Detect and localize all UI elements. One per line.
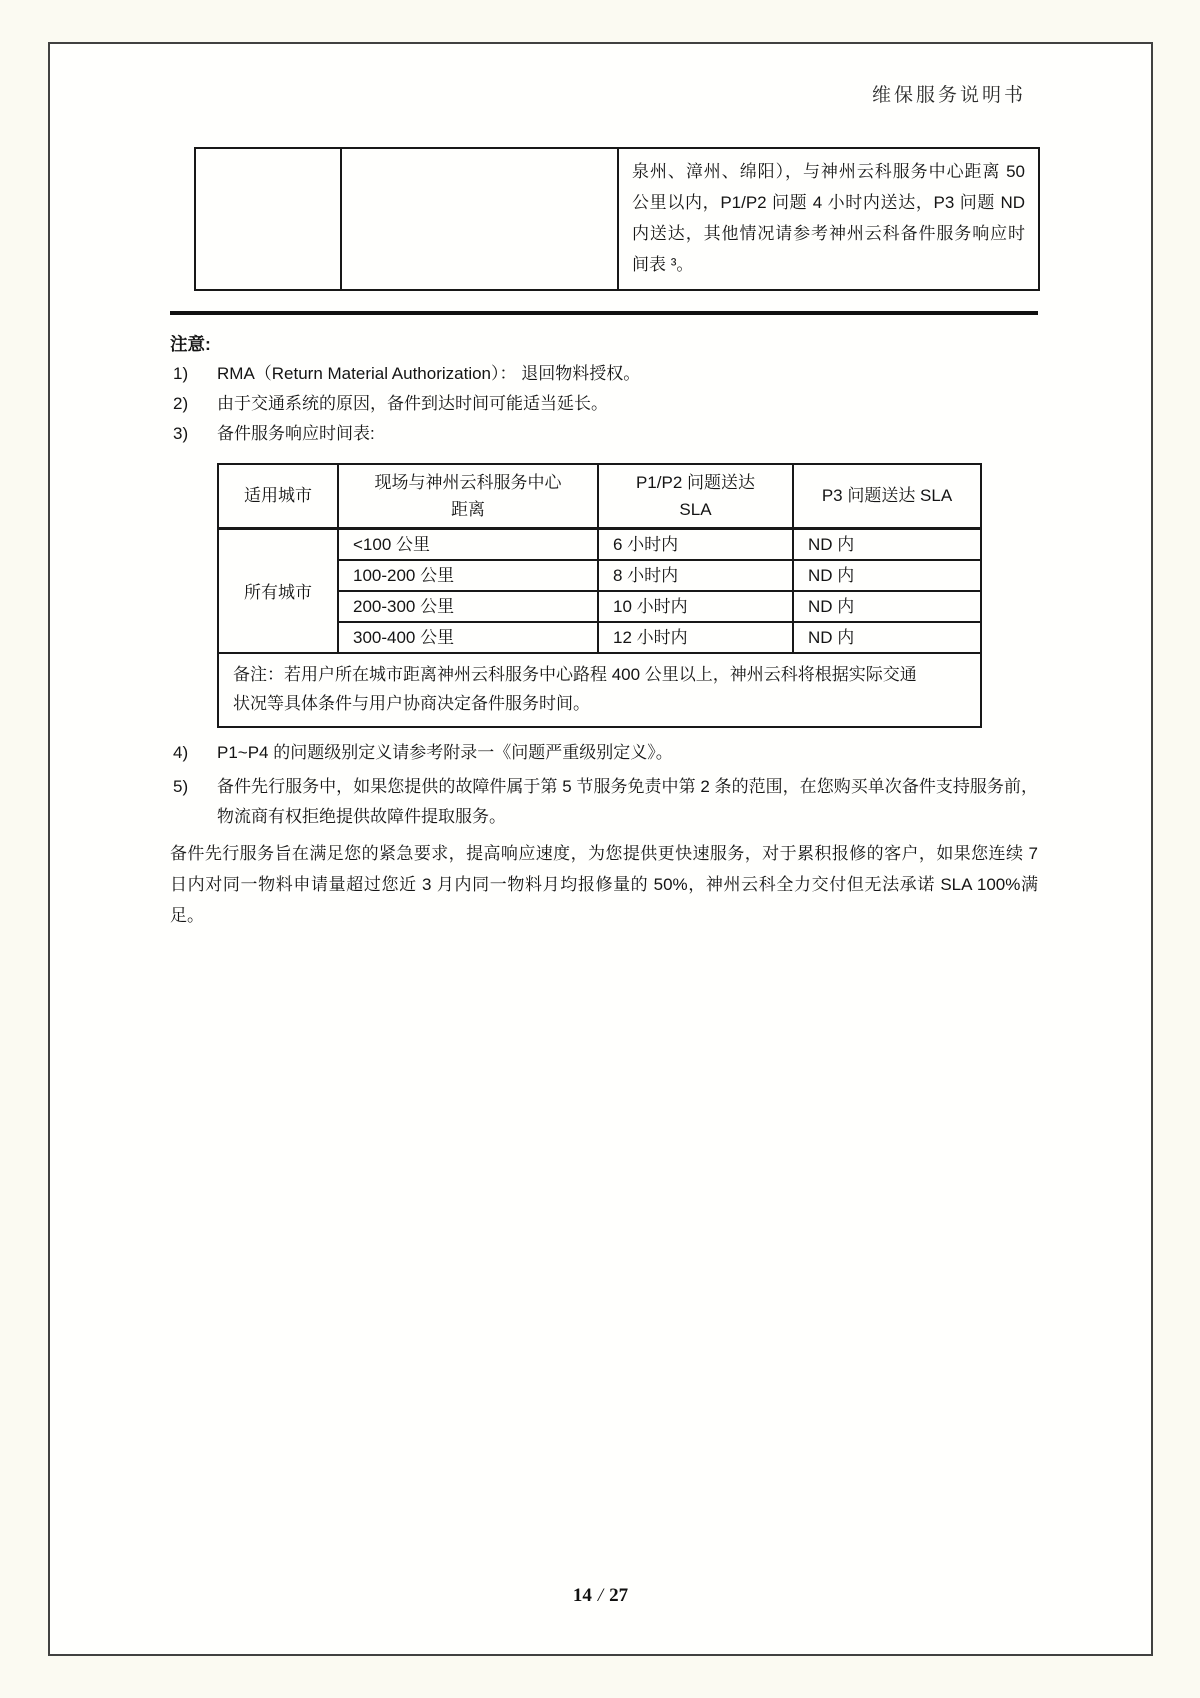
- list-item: [170, 772, 1038, 832]
- p3-sla-cell: ND 内: [793, 591, 981, 622]
- empty-cell: [341, 148, 618, 290]
- list-item: [170, 359, 1038, 389]
- header-applicable-cities: [218, 464, 338, 528]
- continued-service-table: [194, 147, 1040, 291]
- table-note-row: [218, 653, 981, 727]
- table-row: [218, 528, 981, 560]
- list-item-number: 4): [173, 742, 189, 762]
- p3-sla-cell: ND 内: [793, 528, 981, 560]
- list-item: [170, 419, 1038, 449]
- cell-text-line: 泉州、漳州、绵阳），与神州云科服务中心距离 50: [632, 162, 1025, 181]
- note-text-line: 状况等具体条件与用户协商决定备件服务时间。: [233, 693, 590, 713]
- sla-response-table: [217, 463, 982, 728]
- page-total: 27: [609, 1585, 629, 1606]
- page-current: 14: [572, 1585, 592, 1606]
- empty-cell: [195, 148, 341, 290]
- note-text-line: 备注：若用户所在城市距离神州云科服务中心路程 400 公里以上，神州云科将根据实际交通: [233, 664, 917, 684]
- header-text-line: P3 问题送达 SLA: [821, 486, 953, 506]
- header-text-line: P1/P2 问题送达: [635, 472, 756, 492]
- p3-sla-cell: ND 内: [793, 560, 981, 591]
- header-text-line: 距离: [451, 499, 485, 519]
- p1p2-sla-cell: 8 小时内: [598, 560, 793, 591]
- service-detail-cell: [618, 148, 1039, 290]
- horizontal-divider: [170, 311, 1038, 315]
- cell-text-line: 公里以内，P1/P2 问题 4 小时内送达，P3 问题 ND: [632, 193, 1025, 212]
- header-distance: [338, 464, 598, 528]
- distance-cell: <100 公里: [338, 528, 598, 560]
- header-p1p2-sla: [598, 464, 793, 528]
- distance-cell: 100-200 公里: [338, 560, 598, 591]
- cell-text-line: 内送达，其他情况请参考神州云科备件服务响应时: [632, 224, 1025, 243]
- header-text-line: SLA: [679, 499, 712, 519]
- notes-section: [170, 311, 1038, 931]
- list-item-text: 由于交通系统的原因，备件到达时间可能适当延长。: [217, 394, 608, 413]
- list-item-number: 1): [173, 364, 189, 383]
- p1p2-sla-cell: 12 小时内: [598, 622, 793, 653]
- list-item-text: 备件服务响应时间表:: [217, 424, 375, 443]
- cell-text-line: 间表 ³。: [632, 255, 694, 274]
- list-item-text: 备件先行服务中，如果您提供的故障件属于第 5 节服务免责中第 2 条的范围，在您购买单次备件支持服务前，物流商有权拒绝提供故障件提取服务。: [217, 776, 1038, 826]
- distance-cell: 300-400 公里: [338, 622, 598, 653]
- distance-cell: 200-300 公里: [338, 591, 598, 622]
- list-item-number: 3): [173, 424, 189, 443]
- list-item: [170, 738, 1038, 768]
- table-header-row: [218, 464, 981, 528]
- list-item-text: P1~P4 的问题级别定义请参考附录一《问题严重级别定义》。: [217, 742, 673, 762]
- list-item-text: RMA（Return Material Authorization）： 退回物料授权。: [217, 364, 641, 383]
- table-row: [195, 148, 1039, 290]
- list-item-number: 5): [173, 776, 189, 796]
- header-text-line: 适用城市: [244, 486, 312, 506]
- page-separator: /: [597, 1585, 604, 1606]
- p1p2-sla-cell: 6 小时内: [598, 528, 793, 560]
- notice-heading: 注意:: [170, 334, 211, 354]
- header-p3-sla: [793, 464, 981, 528]
- page-number: [50, 1585, 1151, 1607]
- document-page: [48, 42, 1153, 1656]
- document-title: 维保服务说明书: [871, 85, 1026, 106]
- list-item-number: 2): [173, 394, 189, 413]
- closing-paragraph: 备件先行服务旨在满足您的紧急要求，提高响应速度，为您提供更快速服务，对于累积报修的客户，如果您连续 7 日内对同一物料申请量超过您近 3 月内同一物料月均报修量的 50%，神州云科全力交付但无法承诺 SLA 100%满足。: [170, 843, 1038, 925]
- table-note-cell: [218, 653, 981, 727]
- header-text-line: 现场与神州云科服务中心: [374, 472, 562, 492]
- list-item: [170, 389, 1038, 419]
- p1p2-sla-cell: 10 小时内: [598, 591, 793, 622]
- city-cell: 所有城市: [218, 528, 338, 653]
- p3-sla-cell: ND 内: [793, 622, 981, 653]
